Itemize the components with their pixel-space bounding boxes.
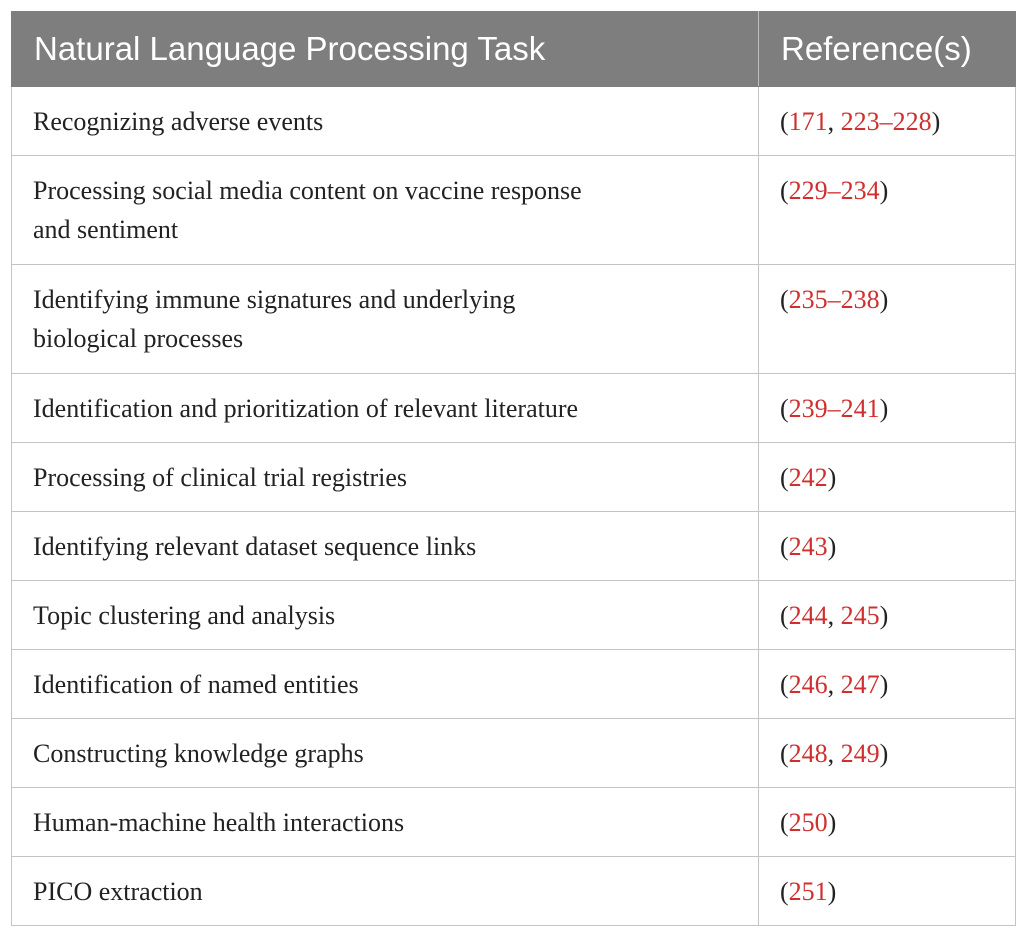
reference-link[interactable]: 223–228 [840, 106, 932, 136]
paren-open: ( [780, 600, 789, 630]
paren-close: ) [879, 600, 889, 630]
reference-link[interactable]: 243 [788, 531, 828, 561]
paren-close: ) [879, 669, 889, 699]
task-cell: Processing of clinical trial registries [12, 443, 759, 512]
paren-open: ( [780, 285, 789, 314]
paren-close: ) [827, 462, 837, 492]
paren-close: ) [827, 531, 837, 561]
reference-cell [759, 719, 1016, 788]
paren-open: ( [780, 531, 789, 561]
paren-open: ( [780, 738, 789, 768]
reference-link[interactable]: 245 [840, 600, 880, 630]
reference-link[interactable]: 247 [840, 669, 880, 699]
task-cell: Recognizing adverse events [12, 87, 759, 156]
task-cell: Topic clustering and analysis [12, 581, 759, 650]
table-row [12, 788, 1016, 857]
paren-open: ( [780, 106, 789, 136]
header-references: Reference(s) [759, 12, 1016, 87]
paren-open: ( [780, 807, 789, 837]
reference-cell [759, 650, 1016, 719]
task-cell: Constructing knowledge graphs [12, 719, 759, 788]
table-row [12, 156, 1016, 265]
reference-separator: , [827, 738, 841, 768]
reference-link[interactable]: 239–241 [788, 393, 880, 423]
reference-link[interactable]: 229–234 [788, 176, 880, 205]
task-cell: Human-machine health interactions [12, 788, 759, 857]
reference-cell [759, 512, 1016, 581]
reference-cell [759, 581, 1016, 650]
table-row [12, 512, 1016, 581]
paren-close: ) [931, 106, 941, 136]
reference-separator: , [827, 600, 841, 630]
reference-cell [759, 788, 1016, 857]
table-row [12, 265, 1016, 374]
paren-open: ( [780, 393, 789, 423]
reference-cell [759, 265, 1016, 374]
reference-cell [759, 443, 1016, 512]
task-cell: Identification and prioritization of relevant literature [12, 374, 759, 443]
table-row [12, 650, 1016, 719]
task-line: biological processes [33, 324, 244, 353]
paren-close: ) [879, 738, 889, 768]
table-row [12, 581, 1016, 650]
task-cell: PICO extraction [12, 857, 759, 926]
reference-link[interactable]: 251 [788, 876, 828, 906]
task-line: Identifying immune signatures and underlying [33, 285, 516, 314]
reference-cell [759, 87, 1016, 156]
paren-open: ( [780, 176, 789, 205]
paren-close: ) [879, 393, 889, 423]
header-task: Natural Language Processing Task [12, 12, 759, 87]
reference-link[interactable]: 249 [840, 738, 880, 768]
task-cell [12, 265, 759, 374]
reference-link[interactable]: 242 [788, 462, 828, 492]
task-cell: Identification of named entities [12, 650, 759, 719]
table-row [12, 857, 1016, 926]
table-row [12, 719, 1016, 788]
reference-link[interactable]: 244 [788, 600, 828, 630]
reference-link[interactable]: 171 [788, 106, 828, 136]
nlp-tasks-table [11, 11, 1016, 926]
table-row [12, 443, 1016, 512]
paren-close: ) [879, 285, 889, 314]
reference-link[interactable]: 248 [788, 738, 828, 768]
paren-open: ( [780, 876, 789, 906]
reference-cell [759, 374, 1016, 443]
reference-separator: , [827, 106, 841, 136]
paren-open: ( [780, 462, 789, 492]
task-cell: Identifying relevant dataset sequence links [12, 512, 759, 581]
reference-link[interactable]: 235–238 [788, 285, 880, 314]
reference-cell [759, 857, 1016, 926]
paren-close: ) [879, 176, 889, 205]
task-line: Processing social media content on vaccine response [33, 176, 582, 205]
reference-cell [759, 156, 1016, 265]
reference-separator: , [827, 669, 841, 699]
table-row [12, 374, 1016, 443]
task-line: and sentiment [33, 215, 179, 244]
paren-close: ) [827, 807, 837, 837]
paren-close: ) [827, 876, 837, 906]
reference-link[interactable]: 250 [788, 807, 828, 837]
paren-open: ( [780, 669, 789, 699]
table-row [12, 87, 1016, 156]
reference-link[interactable]: 246 [788, 669, 828, 699]
task-cell [12, 156, 759, 265]
table-header-row [12, 12, 1016, 87]
